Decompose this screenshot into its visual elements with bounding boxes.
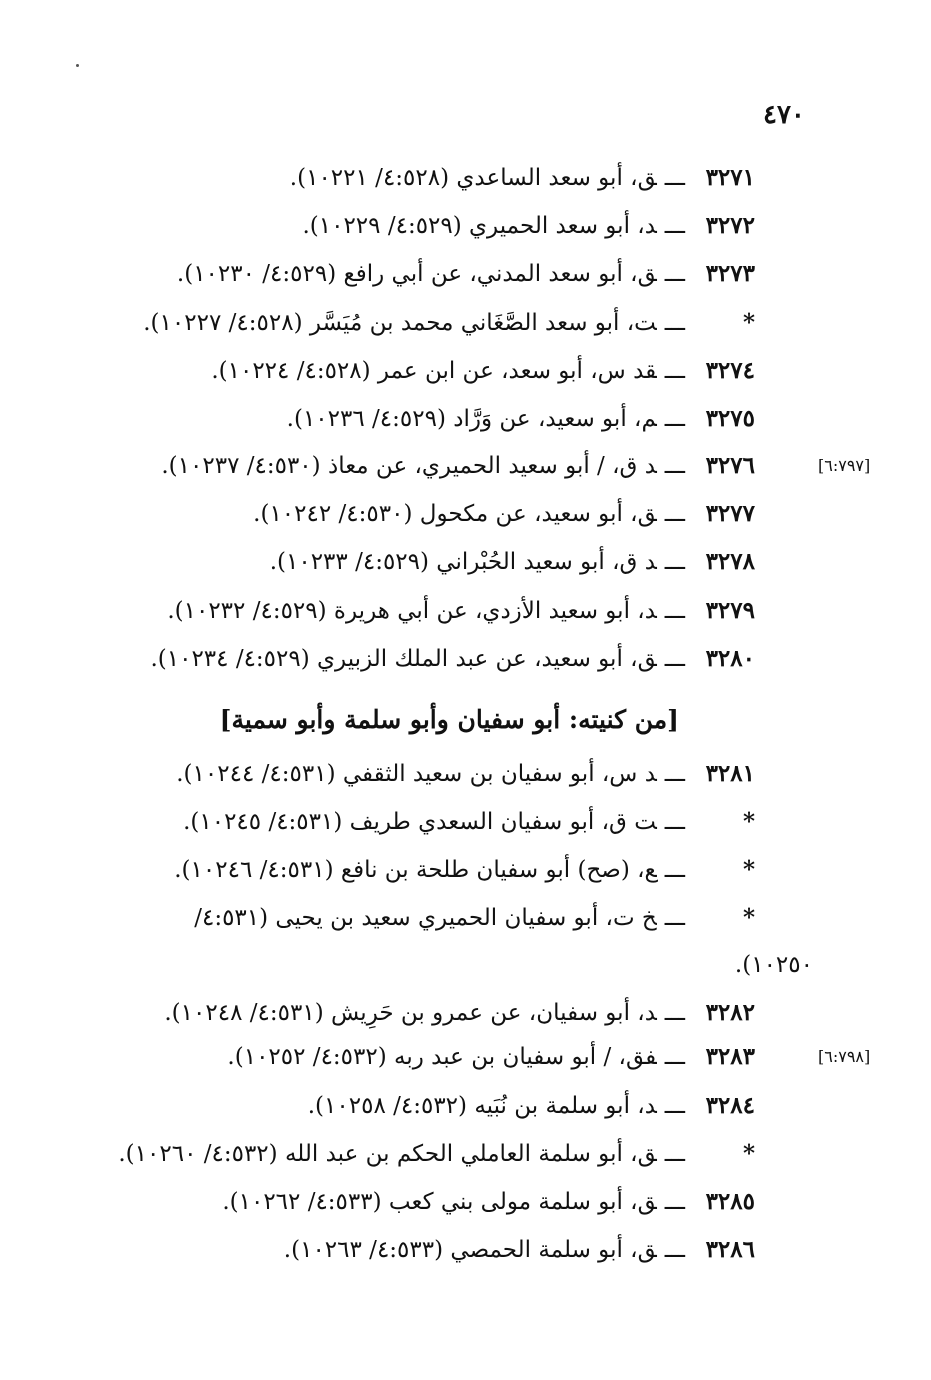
entry-text: ق، أبو سلمة الحمصي (٤:٥٣٣/ ١٠٢٦٣). (283, 1237, 657, 1263)
entry-line (222, 1182, 755, 1222)
entry-number: ٣٢٧٥ (705, 405, 755, 432)
entry-dash: ـــ (664, 1237, 685, 1263)
entry-dash: ـــ (664, 549, 685, 575)
entry-line (167, 591, 755, 631)
entry-dash: ـــ (664, 165, 685, 191)
entry-text: ق، أبو سلمة مولى بني كعب (٤:٥٣٣/ ١٠٢٦٢). (222, 1189, 657, 1215)
entry-dash: ـــ (664, 598, 685, 624)
margin-note-798: [٦:٧٩٨] (818, 1047, 871, 1066)
entry-text: ق، أبو سعيد، عن عبد الملك الزبيري (٤:٥٢٩/ ١٠٢٣٤). (150, 646, 657, 672)
entry-line (177, 254, 755, 294)
entry-star-mark: * (742, 904, 755, 931)
entry-dash: ـــ (664, 453, 685, 479)
entry-star-mark: * (742, 309, 755, 336)
entry-number: ٣٢٨٥ (705, 1188, 755, 1215)
entry-dash: ـــ (664, 213, 685, 239)
entry-dash: ـــ (664, 1141, 685, 1167)
entry-number: ٣٢٨١ (705, 760, 755, 787)
entry-line (150, 639, 755, 679)
entry-text: قد س، أبو سعد، عن ابن عمر (٤:٥٢٨/ ١٠٢٢٤). (211, 358, 657, 384)
margin-note-797: [٦:٧٩٧] (818, 456, 871, 475)
entry-dash: ـــ (664, 1044, 685, 1070)
entry-star-mark: * (742, 808, 755, 835)
entry-text: ت، أبو سعد الصَّغَاني محمد بن مُيَسَّر (٤:٥٢٨/ ١٠٢٢٧). (143, 310, 657, 336)
entry-text: د ق، أبو سعيد الحُبْراني (٤:٥٢٩/ ١٠٢٣٣). (269, 549, 657, 575)
entry-number: ٣٢٨٣ (705, 1043, 755, 1070)
entry-text: خ ت، أبو سفيان الحميري سعيد بن يحيى (٤:٥٣١/ (194, 905, 657, 931)
entry-dash: ـــ (664, 905, 685, 931)
entry-number: ٣٢٧٢ (705, 212, 755, 239)
entry-line (227, 1037, 755, 1077)
entry-text: د س، أبو سفيان بن سعيد الثقفي (٤:٥٣١/ ١٠٢٤٤). (176, 761, 657, 787)
entry-dash: ـــ (664, 358, 685, 384)
entry-number: ٣٢٨٠ (705, 645, 755, 672)
entry-number: ٣٢٨٦ (705, 1236, 755, 1263)
entry-text: ق، أبو سعد المدني، عن أبي رافع (٤:٥٢٩/ ١٠٢٣٠). (176, 261, 657, 287)
entry-dash: ـــ (664, 1000, 685, 1026)
entry-line (287, 399, 755, 439)
entry-dash: ـــ (664, 1093, 685, 1119)
entry-text: ت ق، أبو سفيان السعدي طريف (٤:٥٣١/ ١٠٢٤٥). (183, 809, 657, 835)
entry-line (164, 993, 755, 1033)
entry-text: د ق، / أبو سعيد الحميري، عن معاذ (٤:٥٣٠/ ١٠٢٣٧). (161, 453, 657, 479)
entry-line (308, 1086, 755, 1126)
entry-text: د، أبو سعد الحميري (٤:٥٢٩/ ١٠٢٢٩). (302, 213, 657, 239)
entry-text: فق، / أبو سفيان بن عبد ربه (٤:٥٣٢/ ١٠٢٥٢). (227, 1044, 657, 1070)
entry-text: ق، أبو سلمة العاملي الحكم بن عبد الله (٤:٥٣٢/ ١٠٢٦٠). (118, 1141, 657, 1167)
entry-dash: ـــ (664, 501, 685, 527)
entry-number: ٣٢٧٩ (705, 597, 755, 624)
entry-line (290, 158, 755, 198)
entry-number: ٣٢٧٤ (705, 357, 755, 384)
entry-line (161, 446, 755, 486)
entry-dash: ـــ (664, 261, 685, 287)
section-heading: [من كنيته: أبو سفيان وأبو سلمة وأبو سمية] (219, 705, 679, 734)
entry-text: ع، (صح) أبو سفيان طلحة بن نافع (٤:٥٣١/ ١٠٢٤٦). (174, 857, 657, 883)
entry-text: ق، أبو سعد الساعدي (٤:٥٢٨/ ١٠٢٢١). (289, 165, 657, 191)
entry-dash: ـــ (664, 646, 685, 672)
page-number: ٤٧٠ (763, 100, 805, 130)
entry-number: ٣٢٧١ (705, 164, 755, 191)
entry-number: ٣٢٧٣ (705, 260, 755, 287)
entry-star-mark: * (742, 856, 755, 883)
entry-line (143, 303, 755, 343)
entry-line (302, 206, 755, 246)
entry-dash: ـــ (664, 310, 685, 336)
entry-number: ٣٢٧٧ (705, 500, 755, 527)
entry-number: ٣٢٨٢ (705, 999, 755, 1026)
entry-dash: ـــ (664, 1189, 685, 1215)
entry-line (183, 802, 755, 842)
entry-line (253, 494, 755, 534)
entry-text: د، أبو سعيد الأزدي، عن أبي هريرة (٤:٥٢٩/ ١٠٢٣٢). (167, 598, 657, 624)
entry-text: ق، أبو سعيد، عن مكحول (٤:٥٣٠/ ١٠٢٤٢). (253, 501, 657, 527)
entry-line (284, 1230, 755, 1270)
entry-line (211, 351, 755, 391)
entry-text: د، أبو سفيان، عن عمرو بن حَرِيش (٤:٥٣١/ ١٠٢٤٨). (164, 1000, 657, 1026)
entry-number: ٣٢٧٦ (705, 452, 755, 479)
entry-number: ٣٢٧٨ (705, 548, 755, 575)
entry-line (270, 542, 755, 582)
entry-continuation: ١٠٢٥٠). (734, 952, 813, 978)
entry-number: ٣٢٨٤ (705, 1092, 755, 1119)
entry-line (118, 1134, 755, 1174)
entry-star-mark: * (742, 1140, 755, 1167)
entry-text: م، أبو سعيد، عن وَرَّاد (٤:٥٢٩/ ١٠٢٣٦). (286, 406, 657, 432)
page-speck (76, 64, 79, 67)
entry-dash: ـــ (664, 761, 685, 787)
entry-text: د، أبو سلمة بن نُبَيه (٤:٥٣٢/ ١٠٢٥٨). (307, 1093, 657, 1119)
entry-line (194, 898, 755, 938)
entry-dash: ـــ (664, 406, 685, 432)
entry-dash: ـــ (664, 857, 685, 883)
entry-dash: ـــ (664, 809, 685, 835)
entry-line (176, 754, 755, 794)
entry-line (174, 850, 755, 890)
